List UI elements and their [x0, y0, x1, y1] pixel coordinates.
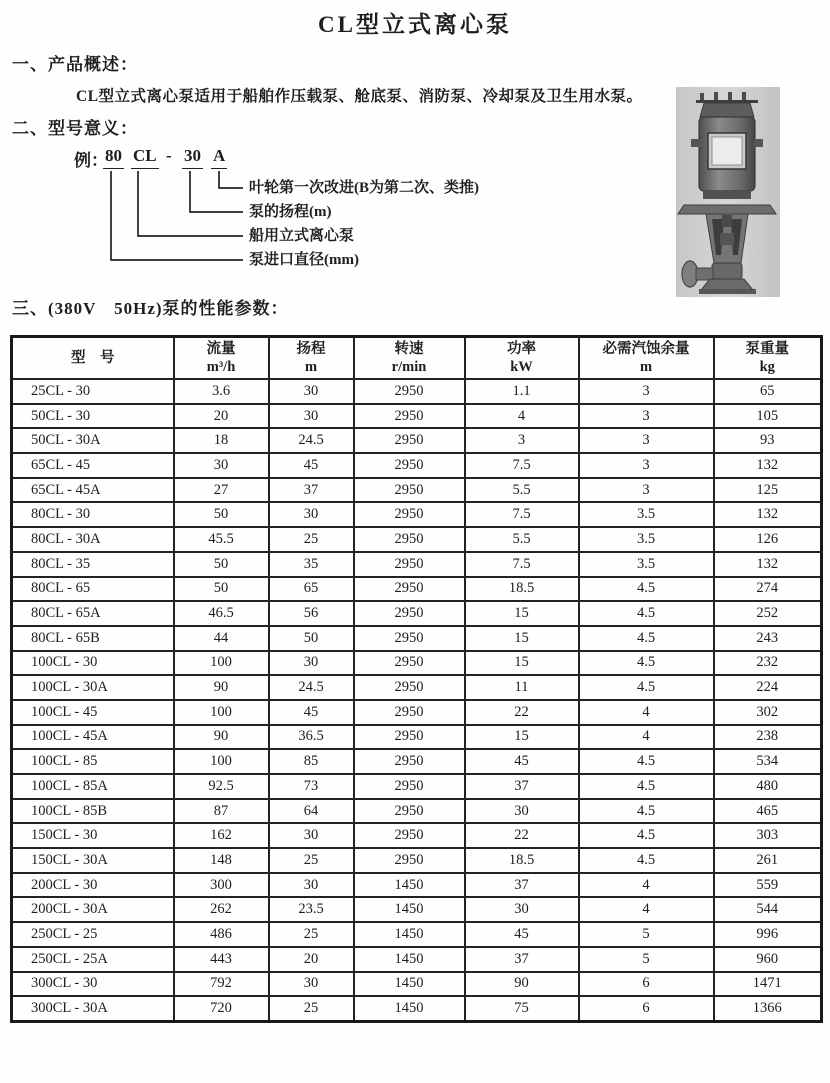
value-cell: 302: [714, 700, 822, 725]
table-header: [12, 337, 822, 380]
value-cell: 65: [269, 577, 354, 602]
value-cell: 56: [269, 601, 354, 626]
value-cell: 3: [579, 428, 714, 453]
model-cell: 100CL - 85B: [12, 799, 174, 824]
value-cell: 5: [579, 947, 714, 972]
value-cell: 252: [714, 601, 822, 626]
value-cell: 2950: [354, 478, 465, 503]
value-cell: 23.5: [269, 897, 354, 922]
section3-heading: 三、(380V 50Hz)泵的性能参数：: [12, 299, 289, 318]
value-cell: 100: [174, 651, 269, 676]
table-row: [12, 947, 822, 972]
value-cell: 5: [579, 922, 714, 947]
value-cell: 22: [465, 823, 579, 848]
value-cell: 2950: [354, 700, 465, 725]
value-cell: 75: [465, 996, 579, 1021]
table-row: [12, 700, 822, 725]
value-cell: 2950: [354, 774, 465, 799]
model-cell: 80CL - 65A: [12, 601, 174, 626]
value-cell: 274: [714, 577, 822, 602]
value-cell: 20: [174, 404, 269, 429]
table-row: [12, 428, 822, 453]
value-cell: 1450: [354, 873, 465, 898]
value-cell: 4: [465, 404, 579, 429]
value-cell: 15: [465, 601, 579, 626]
value-cell: 1450: [354, 972, 465, 997]
value-cell: 2950: [354, 626, 465, 651]
value-cell: 2950: [354, 527, 465, 552]
value-cell: 92.5: [174, 774, 269, 799]
value-cell: 37: [465, 774, 579, 799]
pump-photo-image: [676, 87, 780, 297]
value-cell: 4.5: [579, 577, 714, 602]
model-cell: 100CL - 30A: [12, 675, 174, 700]
value-cell: 15: [465, 651, 579, 676]
model-cell: 100CL - 45A: [12, 725, 174, 750]
value-cell: 27: [174, 478, 269, 503]
value-cell: 443: [174, 947, 269, 972]
value-cell: 2950: [354, 848, 465, 873]
value-cell: 465: [714, 799, 822, 824]
section1-heading: 一、产品概述：: [12, 55, 138, 74]
table-row: [12, 626, 822, 651]
value-cell: 30: [269, 404, 354, 429]
value-cell: 303: [714, 823, 822, 848]
model-cell: 80CL - 30: [12, 502, 174, 527]
value-cell: 100: [174, 700, 269, 725]
value-cell: 3: [579, 404, 714, 429]
value-cell: 93: [714, 428, 822, 453]
value-cell: 4.5: [579, 651, 714, 676]
table-row: [12, 774, 822, 799]
table-row: [12, 897, 822, 922]
model-cell: 100CL - 30: [12, 651, 174, 676]
value-cell: 45: [465, 749, 579, 774]
value-cell: 300: [174, 873, 269, 898]
value-cell: 544: [714, 897, 822, 922]
value-cell: 4.5: [579, 626, 714, 651]
value-cell: 85: [269, 749, 354, 774]
model-cell: 80CL - 30A: [12, 527, 174, 552]
table-header-row: [12, 337, 822, 380]
value-cell: 3.5: [579, 502, 714, 527]
value-cell: 2950: [354, 404, 465, 429]
value-cell: 126: [714, 527, 822, 552]
value-cell: 90: [174, 725, 269, 750]
model-cell: 100CL - 85: [12, 749, 174, 774]
value-cell: 1450: [354, 897, 465, 922]
value-cell: 1450: [354, 996, 465, 1021]
value-cell: 37: [269, 478, 354, 503]
value-cell: 45: [465, 922, 579, 947]
value-cell: 30: [174, 453, 269, 478]
value-cell: 2950: [354, 502, 465, 527]
model-cell: 200CL - 30: [12, 873, 174, 898]
model-cell: 50CL - 30A: [12, 428, 174, 453]
table-row: [12, 552, 822, 577]
value-cell: 24.5: [269, 675, 354, 700]
table-row: [12, 823, 822, 848]
model-cell: 300CL - 30: [12, 972, 174, 997]
table-row: [12, 873, 822, 898]
value-cell: 1450: [354, 922, 465, 947]
value-cell: 2950: [354, 577, 465, 602]
value-cell: 30: [269, 502, 354, 527]
value-cell: 3.5: [579, 527, 714, 552]
table-row: [12, 675, 822, 700]
value-cell: 6: [579, 996, 714, 1021]
table-row: [12, 996, 822, 1021]
value-cell: 25: [269, 922, 354, 947]
table-row: [12, 453, 822, 478]
value-cell: 1366: [714, 996, 822, 1021]
model-cell: 80CL - 65B: [12, 626, 174, 651]
value-cell: 2950: [354, 453, 465, 478]
value-cell: 4.5: [579, 601, 714, 626]
value-cell: 30: [465, 897, 579, 922]
value-cell: 7.5: [465, 552, 579, 577]
column-header: 功率 kW: [465, 337, 579, 380]
value-cell: 18.5: [465, 848, 579, 873]
value-cell: 15: [465, 626, 579, 651]
value-cell: 4: [579, 873, 714, 898]
value-cell: 50: [174, 502, 269, 527]
value-cell: 45.5: [174, 527, 269, 552]
value-cell: 65: [714, 379, 822, 404]
value-cell: 30: [269, 651, 354, 676]
value-cell: 261: [714, 848, 822, 873]
value-cell: 90: [174, 675, 269, 700]
diagram-label-head: 泵的扬程(m): [249, 204, 332, 220]
column-header: 扬程 m: [269, 337, 354, 380]
column-header: 必需汽蚀余量 m: [579, 337, 714, 380]
value-cell: 486: [174, 922, 269, 947]
model-cell: 150CL - 30A: [12, 848, 174, 873]
diagram-label-type: 船用立式离心泵: [249, 228, 355, 244]
table-row: [12, 478, 822, 503]
model-example-head: 30: [182, 146, 203, 169]
model-cell: 100CL - 45: [12, 700, 174, 725]
value-cell: 559: [714, 873, 822, 898]
section2-heading: 二、型号意义：: [12, 119, 138, 138]
value-cell: 11: [465, 675, 579, 700]
value-cell: 5.5: [465, 527, 579, 552]
value-cell: 45: [269, 453, 354, 478]
value-cell: 224: [714, 675, 822, 700]
table-row: [12, 972, 822, 997]
value-cell: 262: [174, 897, 269, 922]
value-cell: 2950: [354, 601, 465, 626]
value-cell: 238: [714, 725, 822, 750]
column-header: 型 号: [12, 337, 174, 380]
column-header: 泵重量 kg: [714, 337, 822, 380]
model-cell: 80CL - 35: [12, 552, 174, 577]
value-cell: 4.5: [579, 799, 714, 824]
table-row: [12, 527, 822, 552]
diagram-label-inlet: 泵进口直径(mm): [249, 252, 359, 268]
value-cell: 2950: [354, 675, 465, 700]
value-cell: 2950: [354, 379, 465, 404]
value-cell: 1.1: [465, 379, 579, 404]
value-cell: 3: [579, 478, 714, 503]
value-cell: 792: [174, 972, 269, 997]
model-cell: 100CL - 85A: [12, 774, 174, 799]
value-cell: 30: [269, 972, 354, 997]
value-cell: 6: [579, 972, 714, 997]
table-row: [12, 848, 822, 873]
table-body: [12, 379, 822, 1021]
value-cell: 18: [174, 428, 269, 453]
value-cell: 25: [269, 848, 354, 873]
model-cell: 65CL - 45: [12, 453, 174, 478]
value-cell: 996: [714, 922, 822, 947]
model-cell: 25CL - 30: [12, 379, 174, 404]
model-cell: 65CL - 45A: [12, 478, 174, 503]
value-cell: 36.5: [269, 725, 354, 750]
value-cell: 24.5: [269, 428, 354, 453]
value-cell: 132: [714, 453, 822, 478]
value-cell: 87: [174, 799, 269, 824]
value-cell: 25: [269, 527, 354, 552]
value-cell: 105: [714, 404, 822, 429]
model-cell: 80CL - 65: [12, 577, 174, 602]
value-cell: 960: [714, 947, 822, 972]
performance-table: [10, 335, 823, 1023]
value-cell: 45: [269, 700, 354, 725]
table-row: [12, 601, 822, 626]
table-row: [12, 651, 822, 676]
model-cell: 200CL - 30A: [12, 897, 174, 922]
value-cell: 100: [174, 749, 269, 774]
value-cell: 4: [579, 897, 714, 922]
value-cell: 3: [579, 453, 714, 478]
table-row: [12, 379, 822, 404]
value-cell: 162: [174, 823, 269, 848]
value-cell: 2950: [354, 651, 465, 676]
value-cell: 90: [465, 972, 579, 997]
value-cell: 2950: [354, 552, 465, 577]
model-example-inlet: 80: [103, 146, 124, 169]
value-cell: 73: [269, 774, 354, 799]
model-cell: 150CL - 30: [12, 823, 174, 848]
model-cell: 300CL - 30A: [12, 996, 174, 1021]
value-cell: 2950: [354, 799, 465, 824]
value-cell: 30: [465, 799, 579, 824]
value-cell: 2950: [354, 725, 465, 750]
value-cell: 7.5: [465, 502, 579, 527]
value-cell: 4.5: [579, 675, 714, 700]
value-cell: 25: [269, 996, 354, 1021]
value-cell: 232: [714, 651, 822, 676]
value-cell: 2950: [354, 749, 465, 774]
value-cell: 46.5: [174, 601, 269, 626]
column-header: 转速 r/min: [354, 337, 465, 380]
value-cell: 243: [714, 626, 822, 651]
value-cell: 534: [714, 749, 822, 774]
value-cell: 3: [579, 379, 714, 404]
value-cell: 50: [174, 577, 269, 602]
table-row: [12, 404, 822, 429]
model-example-dash: -: [166, 146, 172, 165]
value-cell: 30: [269, 873, 354, 898]
value-cell: 50: [174, 552, 269, 577]
table-row: [12, 725, 822, 750]
value-cell: 64: [269, 799, 354, 824]
section1-body: CL型立式离心泵适用于船舶作压载泵、舱底泵、消防泵、冷却泵及卫生用水泵。: [76, 88, 643, 105]
table-row: [12, 577, 822, 602]
table-row: [12, 502, 822, 527]
column-header: 流量 m³/h: [174, 337, 269, 380]
value-cell: 4.5: [579, 848, 714, 873]
value-cell: 148: [174, 848, 269, 873]
value-cell: 3: [465, 428, 579, 453]
value-cell: 125: [714, 478, 822, 503]
table-row: [12, 922, 822, 947]
value-cell: 35: [269, 552, 354, 577]
value-cell: 37: [465, 873, 579, 898]
value-cell: 30: [269, 823, 354, 848]
value-cell: 37: [465, 947, 579, 972]
diagram-label-impeller: 叶轮第一次改进(B为第二次、类推): [249, 180, 479, 196]
model-example-prefix: 例：: [74, 151, 108, 170]
value-cell: 1450: [354, 947, 465, 972]
value-cell: 5.5: [465, 478, 579, 503]
value-cell: 4.5: [579, 823, 714, 848]
model-example-series: CL: [131, 146, 159, 169]
value-cell: 132: [714, 552, 822, 577]
value-cell: 20: [269, 947, 354, 972]
value-cell: 18.5: [465, 577, 579, 602]
value-cell: 15: [465, 725, 579, 750]
value-cell: 132: [714, 502, 822, 527]
model-cell: 250CL - 25A: [12, 947, 174, 972]
model-example-variant: A: [211, 146, 227, 169]
value-cell: 4: [579, 725, 714, 750]
value-cell: 30: [269, 379, 354, 404]
value-cell: 4: [579, 700, 714, 725]
page-title: CL型立式离心泵: [318, 12, 512, 37]
value-cell: 4.5: [579, 749, 714, 774]
model-cell: 50CL - 30: [12, 404, 174, 429]
value-cell: 720: [174, 996, 269, 1021]
value-cell: 2950: [354, 823, 465, 848]
value-cell: 1471: [714, 972, 822, 997]
value-cell: 3.5: [579, 552, 714, 577]
value-cell: 50: [269, 626, 354, 651]
value-cell: 2950: [354, 428, 465, 453]
value-cell: 3.6: [174, 379, 269, 404]
value-cell: 44: [174, 626, 269, 651]
value-cell: 4.5: [579, 774, 714, 799]
table-row: [12, 799, 822, 824]
table-row: [12, 749, 822, 774]
value-cell: 7.5: [465, 453, 579, 478]
value-cell: 22: [465, 700, 579, 725]
model-cell: 250CL - 25: [12, 922, 174, 947]
value-cell: 480: [714, 774, 822, 799]
